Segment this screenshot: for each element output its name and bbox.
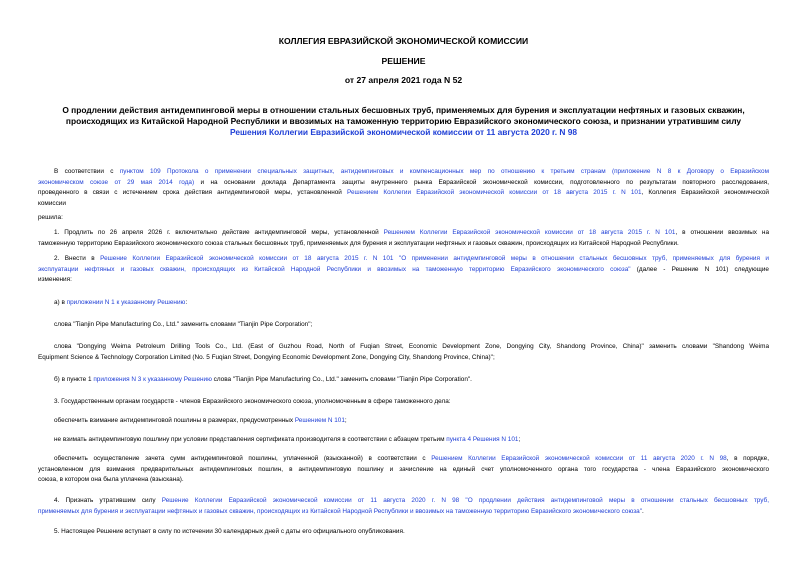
resolved-label: решила:	[38, 214, 63, 221]
doc-type-heading: РЕШЕНИЕ	[381, 56, 426, 66]
words-replacement-2: слова "Dongying Weima Petroleum Drilling Tools Co., Ltd. (East of Guzhou Road, North of Fuqian Street, Economic Development Zone, Dongying City, Shandong Province, China)" заменить словами "Shandong Weima Equipment Science & Technology Corporation Limited (No. 5 Fuqian Street, Dongying Economic Development Zone, Dongying City, Shandong Province, China)";	[38, 343, 769, 361]
item-3-duty-collection: обеспечить взимание антидемпинговой пошлины в размерах, предусмотренных Решением N 101;	[54, 417, 347, 424]
link-decision-101-item2[interactable]: Решение Коллегии Евразийской экономической комиссии от 18 августа 2015 г. N 101 "О применении антидемпинговой меры в отношении стальных бесшовных труб, применяемых для бурения и	[100, 255, 769, 262]
link-decision-101[interactable]: Решением Коллегии Евразийской экономической комиссии от 18 августа 2015 г. N 101	[347, 189, 642, 196]
sub-item-b: б) в пункте 1 приложения N 3 к указанному Решению слова "Tianjin Pipe Manufacturing Co., Ltd." заменить словами "Tianjin Pipe Corporation".	[54, 376, 472, 383]
item-3-paragraph: 3. Государственным органам государств - членов Евразийского экономического союза, уполномоченным в сфере таможенного дела:	[54, 398, 451, 405]
link-appendix-1[interactable]: приложении N 1 к указанному Решению	[66, 299, 186, 306]
date-number-heading: от 27 апреля 2021 года N 52	[344, 75, 463, 85]
title-line-2: происходящих из Китайской Народной Республики и ввозимых на таможенную территорию Евразийского экономического союза, и признании утратившим силу	[65, 116, 742, 126]
link-protocol-109[interactable]: пунктом 109 Протокола о применении специальных защитных, антидемпинговых и компенсационных мер по отношению к третьим странам (приложение N 8 к Договору о Евразийском	[119, 168, 769, 175]
item-4-paragraph: 4. Признать утратившим силу Решение Коллегии Евразийской экономической комиссии от 11 августа 2020 г. N 98 "О продлении действия антидемпинговой меры в отношении стальных бесшовных труб, применяемых для бурения и эксплуатации нефтяных и газовых скважин, происходящих из Китайской Народной Республики и ввозимых на таможенную территорию Евразийского экономического союза".	[38, 497, 769, 515]
link-decision-98-item3[interactable]: Решением Коллегии Евразийской экономической комиссии от 11 августа 2020 г. N 98	[431, 455, 727, 462]
item-3-offset: обеспечить осуществление зачета сумм антидемпинговой пошлины, уплаченной (взысканной) в соответствии с Решением Коллегии Евразийской экономической комиссии от 11 августа 2020 г. N 98, в порядке, установленном для взимания предварительных антидемпинговых пошлин, в антидемпинговую пошлину и зачисление на единый счет уполномоченного органа того государства - члена Евразийского экономического союза, в котором она была уплачена (взыскана).	[38, 455, 769, 483]
link-decision-101-item2-cont[interactable]: эксплуатации нефтяных и газовых скважин, происходящих из Китайской Народной Республики и ввозимых на таможенную территорию Евразийского экономического союза"	[38, 265, 631, 273]
title-link-decision-98[interactable]: Решения Коллегии Евразийской экономической комиссии от 11 августа 2020 г. N 98	[229, 127, 578, 137]
item-5-paragraph: 5. Настоящее Решение вступает в силу по истечении 30 календарных дней с даты его официального опубликования.	[54, 528, 405, 535]
sub-item-a: а) в приложении N 1 к указанному Решению:	[54, 299, 188, 306]
link-appendix-3[interactable]: приложения N 3 к указанному Решению	[93, 376, 212, 383]
link-point-4-decision-101[interactable]: пункта 4 Решения N 101	[446, 436, 519, 443]
item-3-certificate: не взимать антидемпинговую пошлину при условии представления сертификата производителя в соответствии с абзацем третьим пункта 4 Решения N 101;	[54, 436, 521, 443]
words-replacement-1: слова "Tianjin Pipe Manufacturing Co., Ltd." заменить словами "Tianjin Pipe Corporation";	[54, 321, 313, 328]
link-decision-98-item4-cont[interactable]: применяемых для бурения и эксплуатации нефтяных и газовых скважин, происходящих из Китайской Народной Республики и ввозимых на таможенную территорию Евразийского экономического союза"	[38, 507, 642, 515]
link-decision-101-short[interactable]: Решением N 101	[294, 417, 345, 424]
item-2-paragraph: 2. Внести в Решение Коллегии Евразийской экономической комиссии от 18 августа 2015 г. N 101 "О применении антидемпинговой меры в отношении стальных бесшовных труб, применяемых для бурения и эксплуатации нефтяных и газовых скважин, происходящих из Китайской Народной Республики и ввозимых на таможенную территорию Евразийского экономического союза" (далее - Решение N 101) следующие изменения:	[38, 255, 769, 283]
link-decision-98-item4[interactable]: Решение Коллегии Евразийской экономической комиссии от 11 августа 2020 г. N 98 "О продлении действия антидемпинговой меры в отношении стальных бесшовных труб,	[161, 497, 769, 504]
item-1-paragraph: 1. Продлить по 26 апреля 2026 г. включительно действие антидемпинговой меры, установленной Решением Коллегии Евразийской экономической комиссии от 18 августа 2015 г. N 101, в отношении ввозимых на таможенную территорию Евразийского экономического союза стальных бесшовных труб, применяемых для бурения и эксплуатации нефтяных и газовых скважин, происходящих из Китайской Народной Республики.	[38, 229, 769, 247]
link-treaty-eaeu[interactable]: экономическом союзе от 29 мая 2014 года)	[38, 178, 195, 186]
preamble-paragraph: В соответствии с пунктом 109 Протокола о применении специальных защитных, антидемпинговых и компенсационных мер по отношению к третьим странам (приложение N 8 к Договору о Евразийском экономическом союзе от 29 мая 2014 года) и на основании доклада Департамента защиты внутреннего рынка Евразийской экономической комиссии, подготовленного по результатам повторного расследования, проведенного в связи с истечением срока действия антидемпинговой меры, установленной Решением Коллегии Евразийской экономической комиссии от 18 августа 2015 г. N 101, Коллегия Евразийской экономической комиссии	[38, 168, 769, 207]
title-line-1: О продлении действия антидемпинговой меры в отношении стальных бесшовных труб, применяемых для бурения и эксплуатации нефтяных и газовых скважин,	[62, 105, 745, 115]
org-heading: КОЛЛЕГИЯ ЕВРАЗИЙСКОЙ ЭКОНОМИЧЕСКОЙ КОМИССИИ	[278, 36, 529, 46]
link-decision-101-item1[interactable]: Решением Коллегии Евразийской экономической комиссии от 18 августа 2015 г. N 101	[383, 229, 676, 236]
